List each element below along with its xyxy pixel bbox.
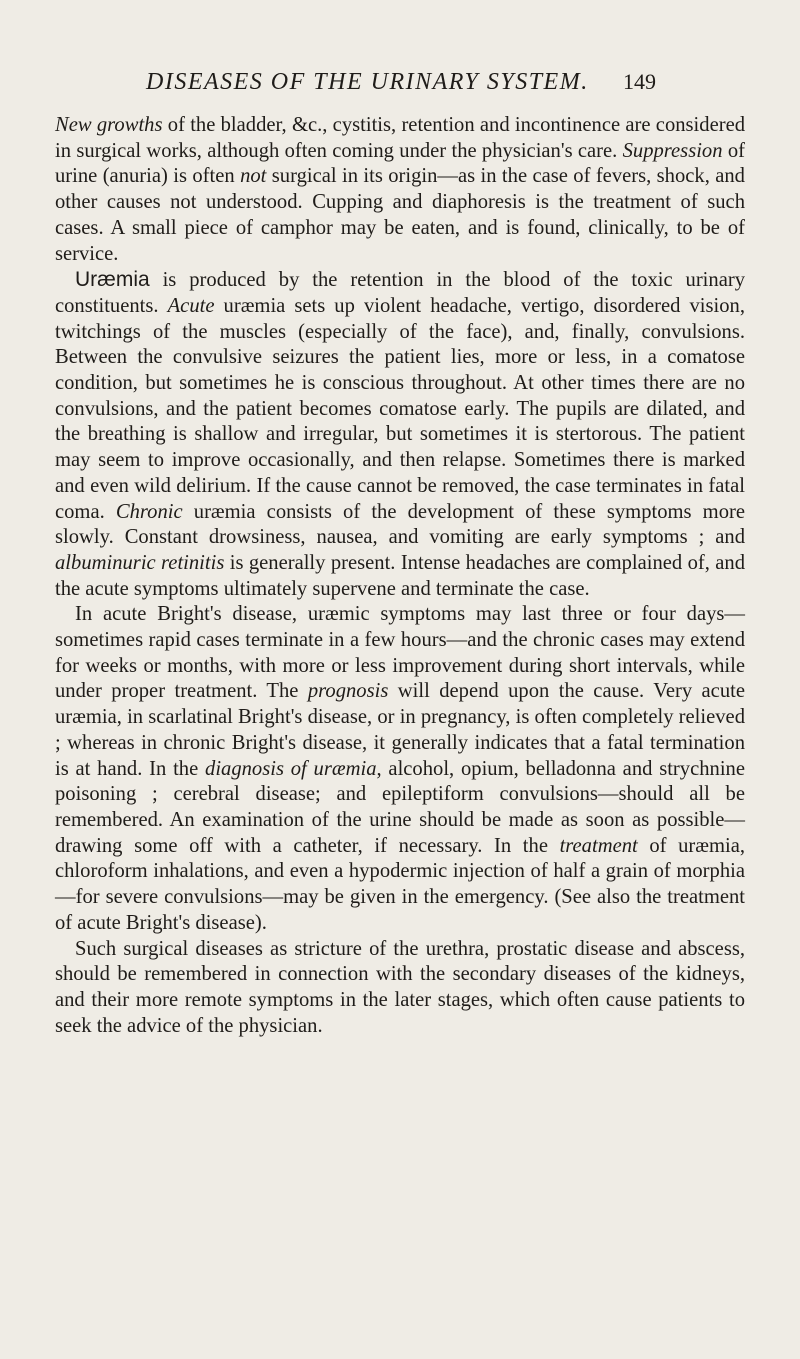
text-run: Such surgical diseases as stricture of the urethra, prostatic disease and abscess, should be remembered in connection with the secondary diseases of the kidneys, and their more remote symptoms in the later stages, which often cause patients to seek the advice of the physician. [55, 937, 745, 1037]
paragraph-uraemia [55, 267, 745, 602]
text-run: of urine (anuria) is often [55, 139, 745, 188]
italic-phrase: diagnosis of uræmia [205, 757, 377, 780]
text-run: uræmia consists of the development of these symptoms more slowly. Constant drowsiness, nausea, and vomiting are early symptoms ; and [55, 500, 745, 549]
page-number: 149 [623, 69, 656, 94]
text-run: is produced by the retention in the blood of the toxic urinary constituents. [55, 269, 745, 317]
text-run: of the bladder, &c., cystitis, retention and incontinence are considered in surgical works, although often coming under the physician's care. [55, 114, 746, 162]
text-run: surgical in its origin—as in the case of fevers, shock, and other causes not understood. Cupping and diaphoresis is the treatment of such cases. A small piece of camphor may be eaten, and is found, clinically, to be of service. [55, 165, 745, 265]
italic-phrase: albuminuric retinitis [55, 551, 225, 574]
italic-phrase: New growths [55, 114, 163, 136]
text-run: In acute Bright's disease, uræmic symptoms may last three or four days—sometimes rapid cases terminate in a few hours—and the chronic cases may extend for weeks or months, with more or less improvement during short intervals, while under proper treatment. The [55, 603, 745, 703]
text-run: uræmia sets up violent headache, vertigo, disordered vision, twitchings of the muscles (especially of the face), and, finally, convulsions. Between the convulsive seizures the patient lies, more or less, in a comatose condition, but sometimes he is conscious throughout. At other times there are no convulsions, and the patient becomes comatose early. The pupils are dilated, and the breathing is shallow and irregular, but sometimes it is stertorous. The patient may seem to improve occasionally, and then relapse. Sometimes there is marked and even wild delirium. If the cause cannot be removed, the case terminates in fatal coma. [55, 294, 745, 523]
paragraph-new-growths [55, 113, 745, 267]
italic-phrase: not [240, 165, 267, 188]
italic-phrase: Acute [167, 294, 215, 317]
running-title: DISEASES OF THE URINARY SYSTEM. [146, 69, 589, 95]
italic-phrase: treatment [559, 834, 638, 857]
text-run: of uræmia, chloroform inhalations, and even a hypodermic injection of half a grain of morphia—for severe convulsions—may be given in the emergency. (See also the treatment of acute Bright's disease). [55, 834, 746, 934]
text-run: is generally present. Intense headaches are complained of, and the acute symptoms ultimately supervene and terminate the case. [55, 551, 745, 600]
paragraph-brights-disease [55, 602, 745, 936]
italic-phrase: Chronic [115, 500, 183, 523]
running-head [146, 66, 656, 98]
paragraph-surgical-diseases [55, 937, 745, 1040]
section-term: Uræmia [75, 268, 150, 292]
italic-phrase: prognosis [307, 680, 389, 703]
body-text [55, 113, 745, 1039]
text-run: will depend upon the cause. Very acute uræmia, in scarlatinal Bright's disease, or in pregnancy, is often completely relieved ; whereas in chronic Bright's disease, it generally indicates that a fatal termination is at hand. In the [55, 680, 745, 780]
text-run: , alcohol, opium, belladonna and strychnine poisoning ; cerebral disease; and epileptiform convulsions—should all be remembered. An examination of the urine should be made as soon as possible—drawing some off with a catheter, if necessary. In the [55, 757, 745, 857]
italic-phrase: Suppression [622, 139, 723, 162]
